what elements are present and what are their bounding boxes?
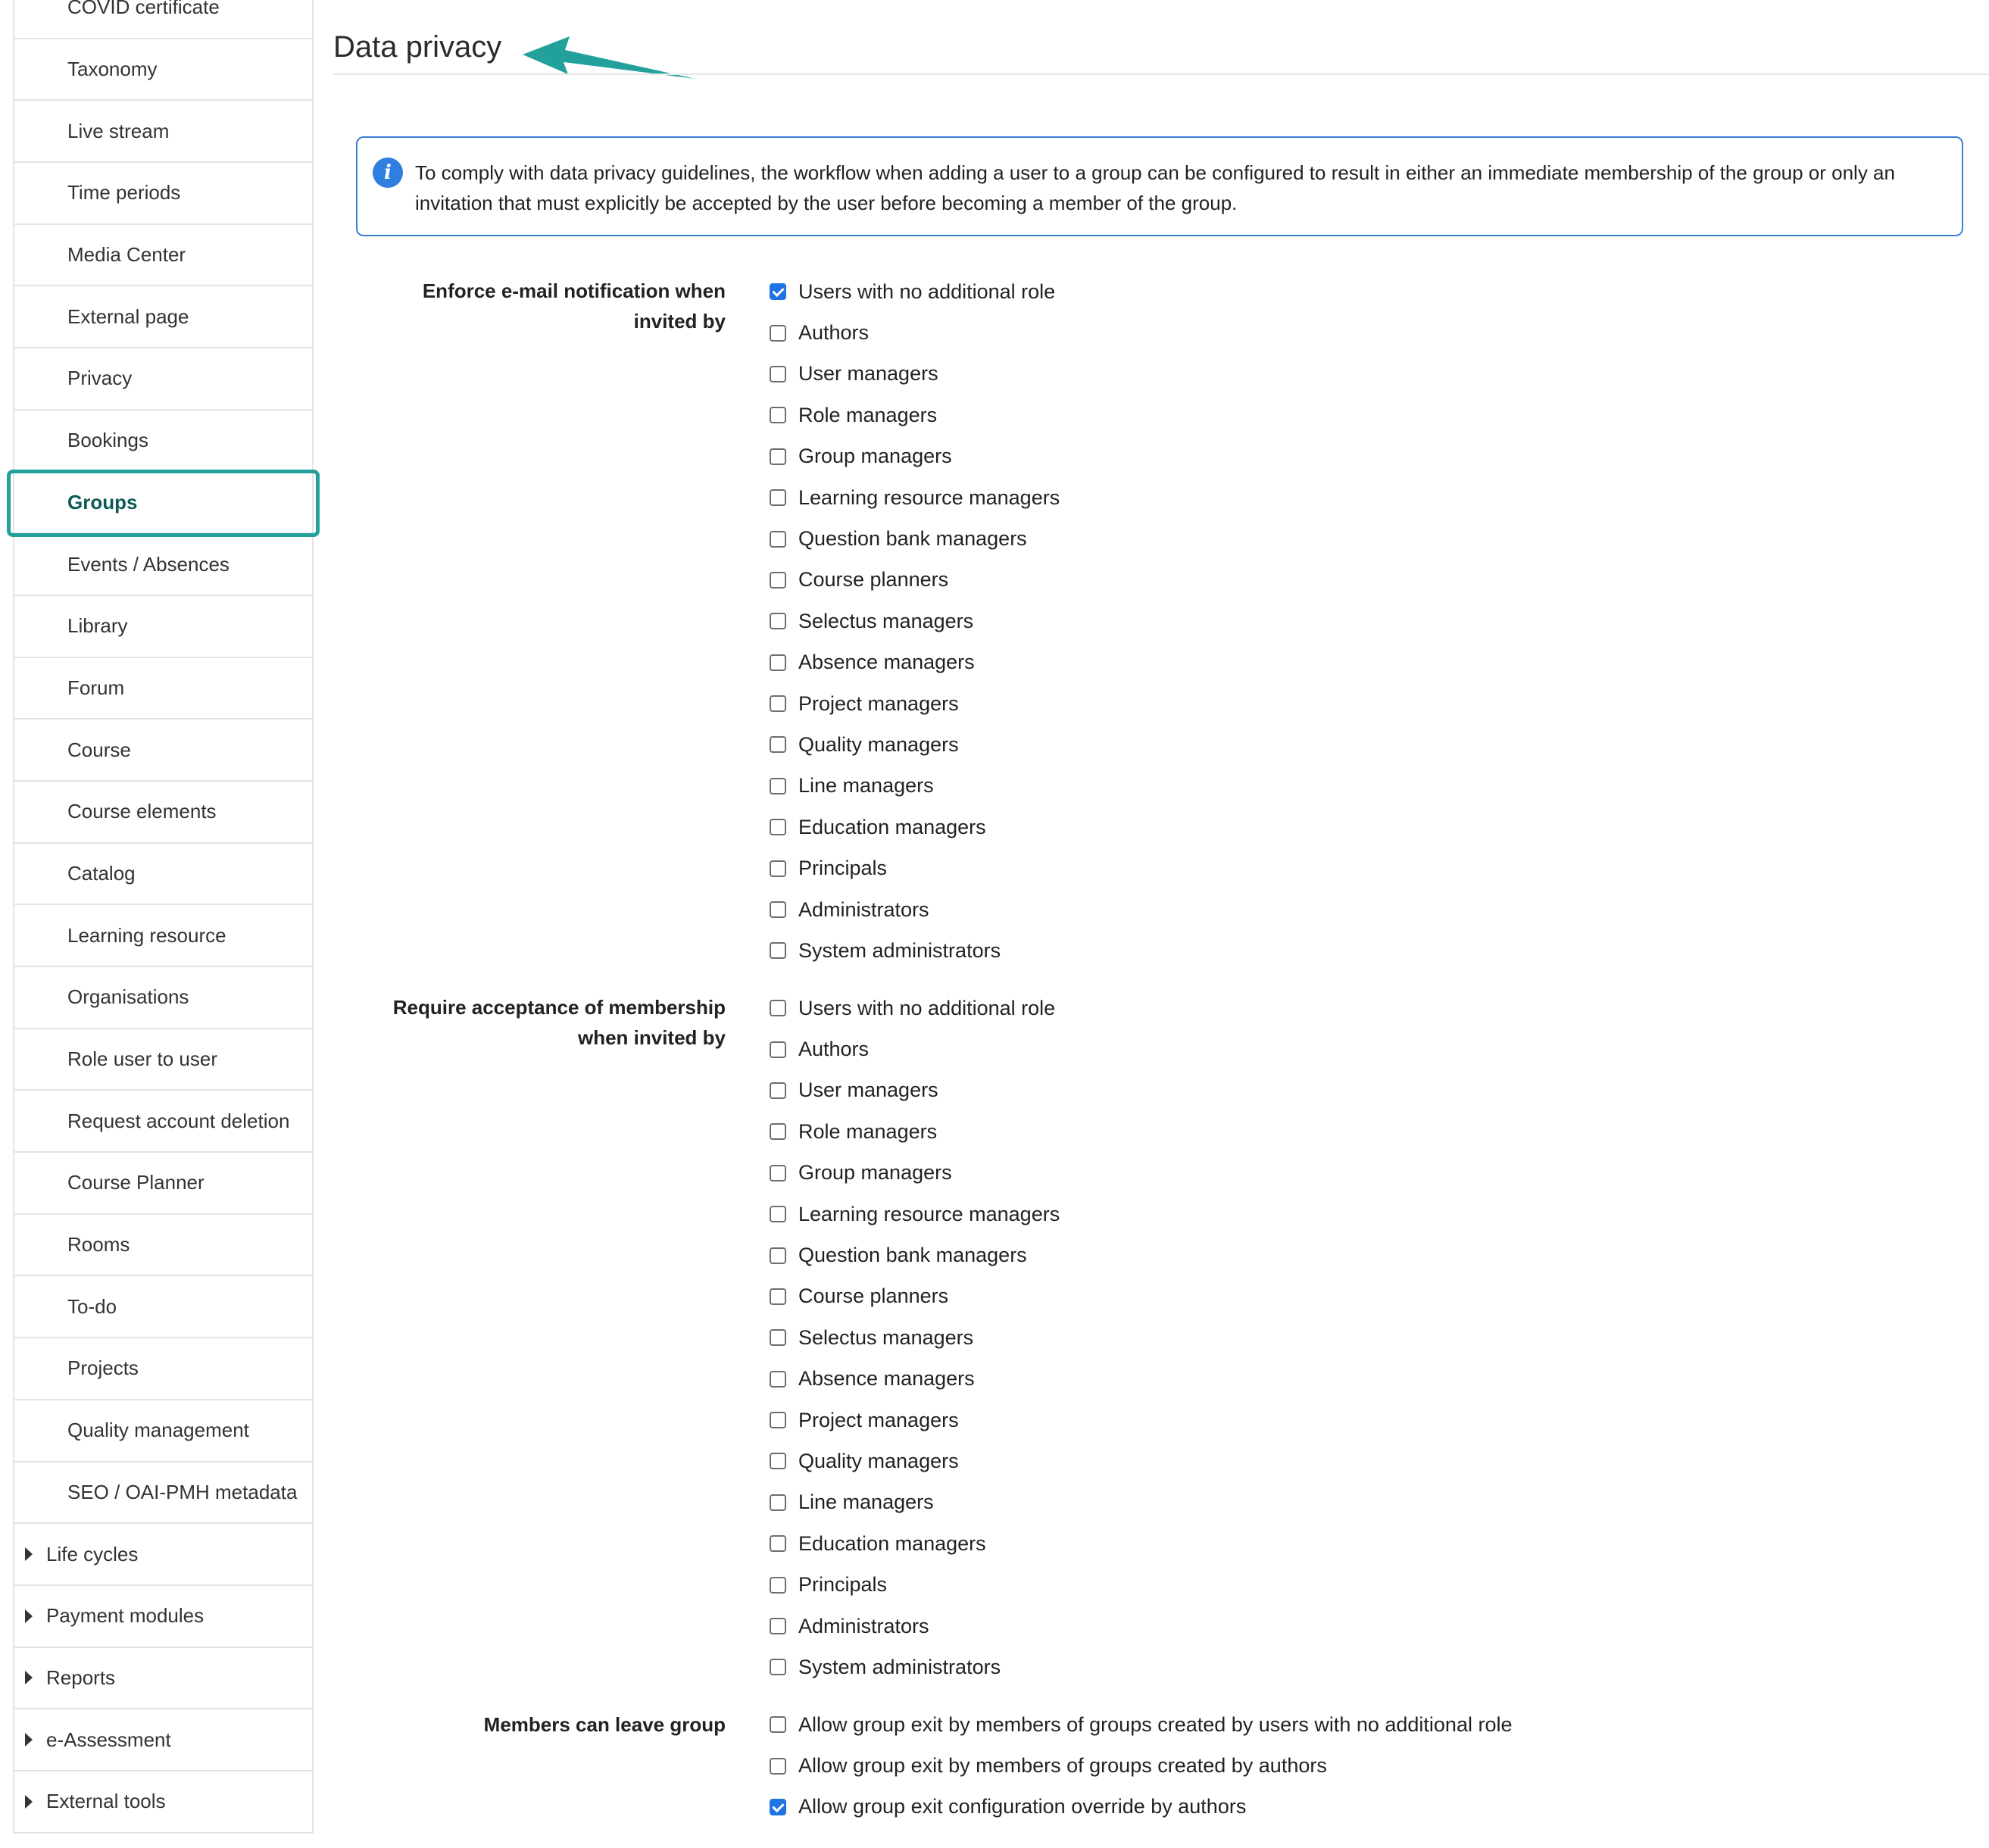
enforce-notification-label: Enforce e-mail notification when invited by <box>422 279 726 332</box>
sidebar-item-to-do[interactable] <box>14 1276 312 1338</box>
sidebar-item-media-center[interactable] <box>14 225 312 287</box>
checkbox[interactable] <box>770 736 786 753</box>
sidebar-item-label: Quality management <box>67 1419 249 1442</box>
checkbox[interactable] <box>770 366 786 382</box>
annotation-arrow-icon <box>523 30 697 83</box>
sidebar-item-projects[interactable] <box>14 1338 312 1400</box>
checkbox-label: Authors <box>798 321 870 345</box>
leave-option-allow-group-exit-by-members-of-groups-created-by-users-with-no-additional-role[interactable] <box>770 1704 1512 1745</box>
require-option-system-administrators[interactable] <box>770 1647 1060 1687</box>
enforce-option-selectus-managers[interactable] <box>770 601 1060 641</box>
sidebar-item-label: Groups <box>67 490 138 514</box>
caret-right-icon <box>25 1547 33 1561</box>
sidebar-item-label: Privacy <box>67 367 133 390</box>
title-divider <box>333 73 1989 75</box>
checkbox-label: Selectus managers <box>798 1325 974 1349</box>
checkbox[interactable] <box>770 1371 786 1388</box>
require-option-course-planners[interactable] <box>770 1276 1060 1317</box>
checkbox[interactable] <box>770 1716 786 1733</box>
require-option-education-managers[interactable] <box>770 1523 1060 1564</box>
sidebar-item-bookings[interactable] <box>14 410 312 473</box>
checkbox-label: Allow group exit by members of groups created by users with no additional role <box>798 1712 1513 1736</box>
checkbox-label: Course planners <box>798 1285 949 1308</box>
enforce-option-line-managers[interactable] <box>770 766 1060 807</box>
info-box <box>356 136 1963 236</box>
enforce-option-administrators[interactable] <box>770 889 1060 930</box>
sidebar-item-label: COVID certificate <box>67 0 220 19</box>
checkbox-label: Question bank managers <box>798 1244 1027 1267</box>
checkbox[interactable] <box>770 1165 786 1182</box>
enforce-option-education-managers[interactable] <box>770 807 1060 848</box>
checkbox-checked[interactable] <box>770 283 786 300</box>
checkbox[interactable] <box>770 489 786 506</box>
require-option-administrators[interactable] <box>770 1606 1060 1647</box>
enforce-option-course-planners[interactable] <box>770 560 1060 601</box>
checkbox-label: Project managers <box>798 691 959 715</box>
sidebar-item-forum[interactable] <box>14 658 312 720</box>
sidebar-item-e-assessment[interactable] <box>14 1709 312 1772</box>
checkbox-label: Absence managers <box>798 1367 975 1391</box>
checkbox[interactable] <box>770 1577 786 1594</box>
checkbox[interactable] <box>770 1618 786 1634</box>
require-option-question-bank-managers[interactable] <box>770 1235 1060 1275</box>
enforce-option-quality-managers[interactable] <box>770 724 1060 765</box>
caret-right-icon <box>25 1795 33 1809</box>
enforce-option-question-bank-managers[interactable] <box>770 518 1060 559</box>
checkbox-label: Learning resource managers <box>798 485 1060 509</box>
checkbox-label: Allow group exit by members of groups created by authors <box>798 1754 1327 1778</box>
checkbox-label: Group managers <box>798 445 952 468</box>
sidebar-item-label: Learning resource <box>67 923 226 947</box>
checkbox-label: Project managers <box>798 1408 959 1431</box>
info-text: To comply with data privacy guidelines, the workflow when adding a user to a group can be configured to result in either an immediate membership of the group or only an invitation that must explicitly be accepted by the user before becoming a member of the group. <box>415 161 1895 214</box>
sidebar-item-reports[interactable] <box>14 1648 312 1710</box>
sidebar-item-quality-management[interactable] <box>14 1400 312 1462</box>
require-option-line-managers[interactable] <box>770 1482 1060 1523</box>
require-acceptance-label: Require acceptance of membership when invited by <box>392 996 726 1049</box>
checkbox[interactable] <box>770 407 786 423</box>
info-circle-icon: i <box>373 158 403 188</box>
checkbox[interactable] <box>770 819 786 835</box>
sidebar-item-label: To-do <box>67 1294 117 1318</box>
checkbox-label: Quality managers <box>798 732 959 756</box>
require-option-group-managers[interactable] <box>770 1153 1060 1194</box>
sidebar-item-life-cycles[interactable] <box>14 1524 312 1586</box>
checkbox-label: Authors <box>798 1038 870 1061</box>
checkbox-label: System administrators <box>798 938 1001 962</box>
checkbox[interactable] <box>770 572 786 588</box>
sidebar-item-payment-modules[interactable] <box>14 1586 312 1648</box>
sidebar-item-label: e-Assessment <box>46 1728 171 1751</box>
sidebar-item-events-absences[interactable] <box>14 534 312 596</box>
checkbox-label: System administrators <box>798 1655 1001 1678</box>
checkbox-label: Learning resource managers <box>798 1202 1060 1225</box>
sidebar <box>13 0 314 1834</box>
sidebar-item-role-user-to-user[interactable] <box>14 1029 312 1091</box>
sidebar-item-covid-certificate[interactable] <box>14 0 312 39</box>
sidebar-item-label: Request account deletion <box>67 1109 290 1132</box>
sidebar-item-label: Library <box>67 614 128 638</box>
checkbox[interactable] <box>770 1412 786 1428</box>
checkbox[interactable] <box>770 1453 786 1469</box>
sidebar-item-learning-resource[interactable] <box>14 905 312 967</box>
sidebar-item-course-elements[interactable] <box>14 782 312 844</box>
sidebar-item-time-periods[interactable] <box>14 163 312 225</box>
sidebar-item-live-stream[interactable] <box>14 101 312 163</box>
sidebar-item-library[interactable] <box>14 596 312 658</box>
checkbox-label: Absence managers <box>798 651 975 674</box>
checkbox-label: Administrators <box>798 1614 929 1637</box>
sidebar-item-course[interactable] <box>14 720 312 782</box>
sidebar-item-label: Course elements <box>67 800 217 823</box>
checkbox[interactable] <box>770 613 786 629</box>
checkbox[interactable] <box>770 1288 786 1305</box>
sidebar-item-label: Rooms <box>67 1233 130 1256</box>
leave-option-allow-group-exit-configuration-override-by-authors[interactable] <box>770 1787 1512 1828</box>
require-option-absence-managers[interactable] <box>770 1359 1060 1400</box>
checkbox[interactable] <box>770 654 786 671</box>
sidebar-item-label: Forum <box>67 676 125 699</box>
sidebar-item-course-planner[interactable] <box>14 1153 312 1215</box>
checkbox-label: Question bank managers <box>798 527 1027 551</box>
sidebar-item-request-account-deletion[interactable] <box>14 1091 312 1153</box>
members-leave-label: Members can leave group <box>483 1713 726 1736</box>
enforce-option-authors[interactable] <box>770 312 1060 353</box>
checkbox[interactable] <box>770 531 786 548</box>
sidebar-item-label: External tools <box>46 1790 166 1813</box>
enforce-option-learning-resource-managers[interactable] <box>770 477 1060 518</box>
checkbox-label: Course planners <box>798 568 949 592</box>
checkbox[interactable] <box>770 1000 786 1016</box>
sidebar-item-rooms[interactable] <box>14 1215 312 1277</box>
sidebar-item-label: Time periods <box>67 181 181 204</box>
enforce-option-group-managers[interactable] <box>770 436 1060 477</box>
checkbox-label: Administrators <box>798 897 929 921</box>
sidebar-item-external-tools[interactable] <box>14 1772 312 1834</box>
checkbox-label: Role managers <box>798 403 938 426</box>
page-title: Data privacy <box>333 30 502 64</box>
sidebar-item-label: Course <box>67 738 131 761</box>
sidebar-item-taxonomy[interactable] <box>14 39 312 101</box>
checkbox-label: Role managers <box>798 1119 938 1143</box>
sidebar-item-label: Payment modules <box>46 1604 205 1628</box>
checkbox[interactable] <box>770 448 786 465</box>
checkbox-label: Group managers <box>798 1161 952 1185</box>
enforce-notification-options <box>770 271 1060 972</box>
checkbox-label: Education managers <box>798 815 986 838</box>
sidebar-item-external-page[interactable] <box>14 286 312 348</box>
require-acceptance-options <box>770 988 1060 1688</box>
require-option-users-with-no-additional-role[interactable] <box>770 988 1060 1029</box>
checkbox-label: Principals <box>798 857 888 880</box>
checkbox[interactable] <box>770 942 786 959</box>
sidebar-item-label: Bookings <box>67 429 148 452</box>
sidebar-item-label: Projects <box>67 1356 139 1380</box>
leave-option-allow-group-exit-by-members-of-groups-created-by-authors[interactable] <box>770 1745 1512 1786</box>
enforce-option-users-with-no-additional-role[interactable] <box>770 271 1060 312</box>
sidebar-item-label: Course Planner <box>67 1171 205 1194</box>
sidebar-item-seo-oai-pmh-metadata[interactable] <box>14 1462 312 1525</box>
enforce-option-user-managers[interactable] <box>770 354 1060 395</box>
checkbox-label: Selectus managers <box>798 609 974 632</box>
enforce-option-system-administrators[interactable] <box>770 930 1060 971</box>
checkbox[interactable] <box>770 860 786 877</box>
checkbox-label: Education managers <box>798 1531 986 1555</box>
sidebar-item-label: Organisations <box>67 985 189 1009</box>
require-option-authors[interactable] <box>770 1029 1060 1069</box>
require-option-project-managers[interactable] <box>770 1400 1060 1441</box>
sidebar-item-privacy[interactable] <box>14 348 312 410</box>
sidebar-item-label: Live stream <box>67 119 170 142</box>
caret-right-icon <box>25 1671 33 1684</box>
checkbox-label: Quality managers <box>798 1449 959 1472</box>
checkbox-label: Users with no additional role <box>798 279 1056 303</box>
checkbox[interactable] <box>770 778 786 794</box>
enforce-option-project-managers[interactable] <box>770 683 1060 724</box>
checkbox[interactable] <box>770 1535 786 1552</box>
sidebar-item-label: Reports <box>46 1665 116 1689</box>
require-option-user-managers[interactable] <box>770 1070 1060 1111</box>
checkbox-label: Line managers <box>798 1491 934 1514</box>
sidebar-item-label: Life cycles <box>46 1542 139 1565</box>
sidebar-item-label: Taxonomy <box>67 58 158 81</box>
sidebar-item-groups[interactable] <box>10 473 317 535</box>
checkbox[interactable] <box>770 1494 786 1511</box>
checkbox[interactable] <box>770 1082 786 1099</box>
checkbox-label: User managers <box>798 362 938 386</box>
sidebar-item-label: Media Center <box>67 243 186 267</box>
require-option-learning-resource-managers[interactable] <box>770 1194 1060 1235</box>
checkbox[interactable] <box>770 1041 786 1058</box>
sidebar-item-label: Role user to user <box>67 1047 217 1071</box>
checkbox[interactable] <box>770 1247 786 1264</box>
checkbox-label: User managers <box>798 1079 938 1102</box>
checkbox[interactable] <box>770 901 786 918</box>
caret-right-icon <box>25 1733 33 1747</box>
require-option-role-managers[interactable] <box>770 1111 1060 1152</box>
enforce-option-absence-managers[interactable] <box>770 642 1060 683</box>
enforce-option-principals[interactable] <box>770 848 1060 888</box>
sidebar-item-label: External page <box>67 304 189 328</box>
require-option-selectus-managers[interactable] <box>770 1317 1060 1358</box>
checkbox-checked[interactable] <box>770 1799 786 1815</box>
sidebar-item-label: Events / Absences <box>67 552 230 576</box>
sidebar-item-organisations[interactable] <box>14 967 312 1029</box>
checkbox[interactable] <box>770 325 786 342</box>
checkbox[interactable] <box>770 1329 786 1346</box>
checkbox-label: Users with no additional role <box>798 996 1056 1019</box>
checkbox-label: Line managers <box>798 774 934 798</box>
checkbox[interactable] <box>770 1123 786 1140</box>
checkbox[interactable] <box>770 1206 786 1222</box>
enforce-option-role-managers[interactable] <box>770 395 1060 435</box>
checkbox[interactable] <box>770 695 786 712</box>
checkbox-label: Allow group exit configuration override by authors <box>798 1795 1247 1818</box>
checkbox[interactable] <box>770 1659 786 1675</box>
require-option-principals[interactable] <box>770 1564 1060 1605</box>
checkbox[interactable] <box>770 1758 786 1775</box>
sidebar-item-label: SEO / OAI-PMH metadata <box>67 1480 298 1503</box>
caret-right-icon <box>25 1609 33 1623</box>
sidebar-item-catalog[interactable] <box>14 844 312 906</box>
members-leave-options <box>770 1704 1512 1828</box>
sidebar-item-label: Catalog <box>67 861 136 885</box>
require-option-quality-managers[interactable] <box>770 1441 1060 1481</box>
checkbox-label: Principals <box>798 1573 888 1597</box>
